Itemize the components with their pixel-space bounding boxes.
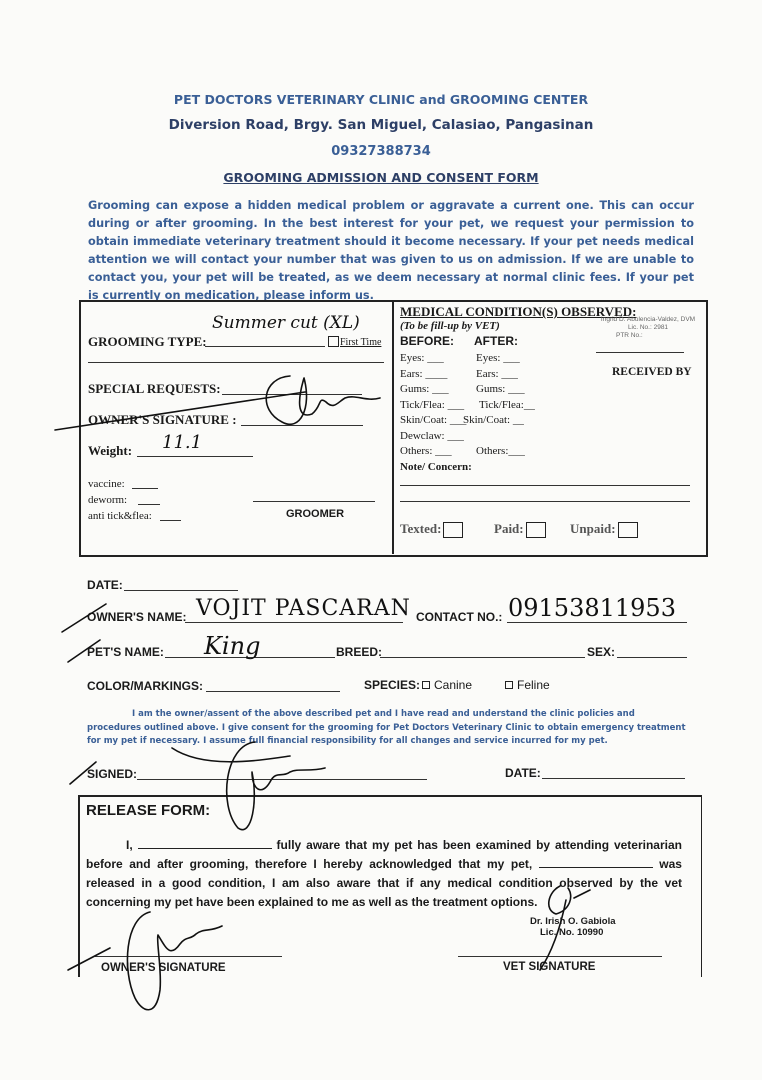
unpaid-field[interactable]: Unpaid: [570,521,638,538]
release-p-mid2: was released in a good condition, I am also aware that if any medical condition observed by the vet concerning my pet have been explained to me as well as the treatment options. [86,857,682,909]
contact-label: CONTACT NO.: [416,610,503,624]
weight-value[interactable]: 11.1 [162,432,203,453]
vet-stamp-line3: PTR No.: [616,332,643,339]
received-by-label: RECEIVED BY [612,366,692,378]
after-tickflea[interactable]: Tick/Flea:__ [479,399,535,411]
before-skincoat[interactable]: Skin/Coat: ___ [400,414,467,426]
vet-stamp-lic: Lic. No. 10990 [540,927,604,938]
clinic-name: PET DOCTORS VETERINARY CLINIC and GROOMING CENTER [173,92,589,107]
owner-name-value[interactable]: VOJIT PASCARAN [196,596,411,621]
texted-field[interactable]: Texted: [400,521,463,538]
sex-label: SEX: [587,645,616,659]
form-title: GROOMING ADMISSION AND CONSENT FORM [223,170,539,185]
contact-value[interactable]: 09153811953 [508,594,676,622]
intro-paragraph: Grooming can expose a hidden medical problem or aggravate a current one. This can occur during or after grooming. In the best interest for your pet, we request your permission to obtain immediate veterinary treatment should it become necessary. If your pet needs medical attention we will contact your number that was given to us on admission. If we are unable to contact you, your pet will be treated, as we deem necessary at normal clinic fees. If your pet is currently on medication, please inform us. [88,199,694,302]
pet-name-value[interactable]: King [204,632,261,660]
species-canine[interactable]: Canine [422,678,472,692]
owner-signature-label: OWNER'S SIGNATURE : [88,412,237,427]
vaccine-label: vaccine: [88,478,125,490]
owner-signature-box [55,376,380,430]
owner-signature-release [127,912,222,1010]
date-label: DATE: [87,578,123,592]
release-p-start: I, [126,838,133,852]
before-dewclaw[interactable]: Dewclaw: ___ [400,430,464,442]
pet-name-label: PET'S NAME: [87,645,164,659]
vet-stamp-name: Dr. Irish O. Gabiola [530,916,616,927]
after-others[interactable]: Others:___ [476,445,525,457]
vet-stamp-line2: Lic. No.: 2981 [627,324,669,331]
after-gums[interactable]: Gums: ___ [476,383,525,395]
anti-tick-label: anti tick&flea: [88,510,152,522]
species-feline[interactable]: Feline [505,678,550,692]
consent-text: I am the owner/assent of the above described pet and I have read and understand the clinic policies and procedures outlined above. I give consent for the grooming for Pet Doctors Veterinary Clinic to obtain emergency treatment for my pet if necessary. I assume full financial responsibility for all changes and service incurred for my pet. [87,709,686,746]
signed-label: SIGNED: [87,767,138,781]
paid-field[interactable]: Paid: [494,521,546,538]
owner-sig-label: OWNER'S SIGNATURE [101,962,226,974]
release-title: RELEASE FORM: [86,802,211,819]
special-requests-label: SPECIAL REQUESTS: [88,381,221,396]
pet-name-slash [68,640,100,662]
after-skincoat[interactable]: Skin/Coat: __ [463,414,524,426]
note-label: Note/ Concern: [400,461,472,473]
vet-sig-label: VET SIGNATURE [503,961,596,973]
before-ears[interactable]: Ears: ____ [400,368,448,380]
before-eyes[interactable]: Eyes: ___ [400,352,444,364]
release-p-mid1: fully aware that my pet has been examined by attending veterinarian before and after grooming, therefore I hereby acknowledged that my pet, [86,838,682,871]
grooming-type-label: GROOMING TYPE: [88,334,207,349]
signed-slash [70,762,96,784]
deworm-label: deworm: [88,494,128,506]
breed-label: BREED: [336,645,383,659]
color-label: COLOR/MARKINGS: [87,679,203,693]
owner-sig-release-slash [68,948,110,970]
owner-name-label: OWNER'S NAME: [87,610,187,624]
signed-signature [172,742,325,830]
owner-name-slash [62,604,106,632]
first-time-label: First Time [340,337,382,348]
before-label: BEFORE: [400,334,454,348]
date2-label: DATE: [505,766,541,780]
after-eyes[interactable]: Eyes: ___ [476,352,520,364]
after-ears[interactable]: Ears: ___ [476,368,518,380]
before-others[interactable]: Others: ___ [400,445,452,457]
clinic-address: Diversion Road, Brgy. San Miguel, Calasiao, Pangasinan [168,117,594,133]
before-tickflea[interactable]: Tick/Flea: ___ [400,399,465,411]
before-gums[interactable]: Gums: ___ [400,383,449,395]
vet-stamp-line1: Ingrid D. Abulencia-Valdez, DVM [600,316,696,323]
weight-label: Weight: [88,443,133,458]
species-label: SPECIES: [364,678,421,692]
after-label: AFTER: [474,334,518,348]
vet-signature [540,886,590,970]
medical-subtitle: (To be fill-up by VET) [400,320,500,332]
clinic-phone: 09327388734 [331,144,431,159]
medical-title: MEDICAL CONDITION(S) OBSERVED: [400,304,637,319]
grooming-type-value[interactable]: Summer cut (XL) [212,313,360,333]
groomer-label: GROOMER [286,508,345,520]
